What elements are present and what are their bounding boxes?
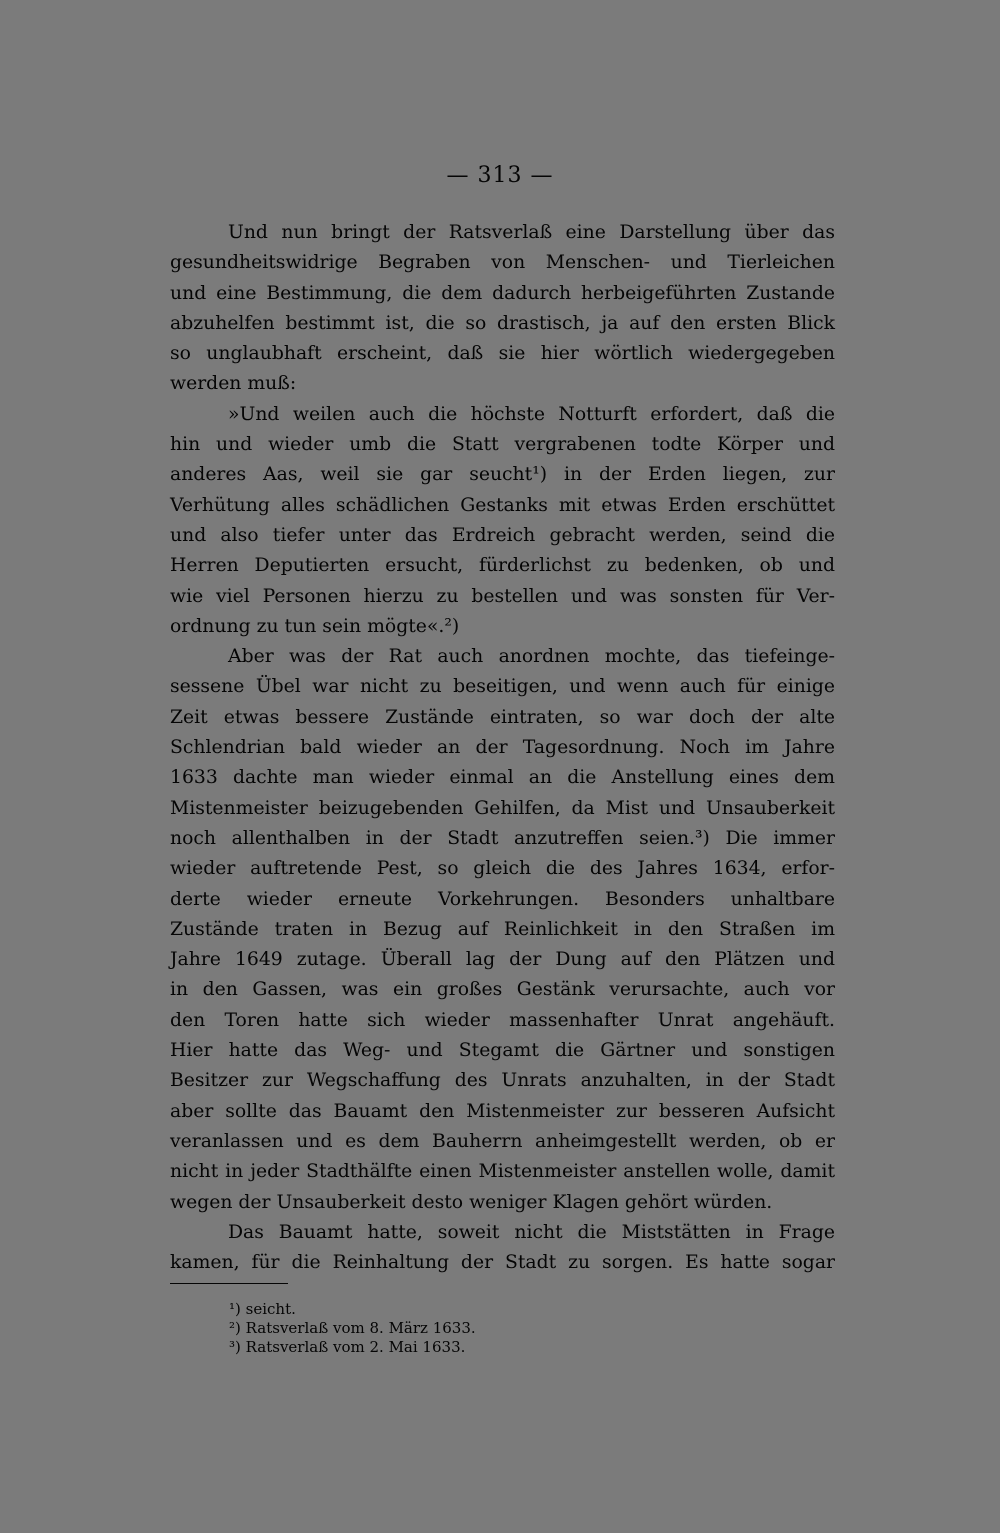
text-line: veranlassen und es dem Bauherrn anheimgestellt werden, ob er xyxy=(170,1130,835,1152)
text-line: gesundheitswidrige Begraben von Menschen- und Tierleichen xyxy=(170,252,835,274)
text-line: und eine Bestimmung, die dem dadurch herbeigeführten Zustande xyxy=(170,282,835,304)
text-line: Schlendrian bald wieder an der Tagesordnung. Noch im Jahre xyxy=(170,737,835,759)
text-line: Aber was der Rat auch anordnen mochte, das tiefeinge- xyxy=(228,646,835,668)
text-line: noch allenthalben in der Stadt anzutreffen seien.³) Die immer xyxy=(170,827,835,849)
body-text xyxy=(170,218,835,1278)
footnotes xyxy=(229,1300,476,1357)
quote-line: hin und wieder umb die Statt vergrabenen todte Körper und xyxy=(170,434,835,456)
quote-line: ordnung zu tun sein mögte«.²) xyxy=(170,615,460,637)
text-line: den Toren hatte sich wieder massenhafter Unrat angehäuft. xyxy=(170,1009,835,1031)
quote-line: und also tiefer unter das Erdreich gebracht werden, seind die xyxy=(170,524,835,546)
text-line: in den Gassen, was ein großes Gestänk verursachte, auch vor xyxy=(170,979,835,1001)
footnote: ¹) seicht. xyxy=(229,1300,296,1318)
text-line: so unglaubhaft erscheint, daß sie hier wörtlich wiedergegeben xyxy=(170,343,835,365)
text-line: Das Bauamt hatte, soweit nicht die Miststätten in Frage xyxy=(228,1221,835,1243)
quote-line: Verhütung alles schädlichen Gestanks mit etwas Erden erschüttet xyxy=(170,494,835,516)
text-line: Und nun bringt der Ratsverlaß eine Darstellung über das xyxy=(228,222,835,243)
footnote: ³) Ratsverlaß vom 2. Mai 1633. xyxy=(229,1338,466,1356)
text-line: 1633 dachte man wieder einmal an die Anstellung eines dem xyxy=(170,767,835,789)
text-line: Jahre 1649 zutage. Überall lag der Dung auf den Plätzen und xyxy=(170,949,835,971)
text-line: abzuhelfen bestimmt ist, die so drastisch, ja auf den ersten Blick xyxy=(170,312,835,334)
text-line: Zustände traten in Bezug auf Reinlichkeit in den Straßen im xyxy=(170,918,835,940)
text-line: sessene Übel war nicht zu beseitigen, und wenn auch für einige xyxy=(170,676,835,698)
text-line: wieder auftretende Pest, so gleich die des Jahres 1634, erfor- xyxy=(170,858,835,880)
quote-line: »Und weilen auch die höchste Notturft erfordert, daß die xyxy=(228,403,835,425)
text-line: Mistenmeister beizugebenden Gehilfen, da Mist und Unsauberkeit xyxy=(170,797,835,819)
text-line: kamen, für die Reinhaltung der Stadt zu sorgen. Es hatte sogar xyxy=(170,1252,835,1274)
footnote: ²) Ratsverlaß vom 8. März 1633. xyxy=(229,1319,476,1337)
text-line: derte wieder erneute Vorkehrungen. Besonders unhaltbare xyxy=(170,888,835,910)
text-line: nicht in jeder Stadthälfte einen Mistenmeister anstellen wolle, damit xyxy=(170,1161,835,1183)
text-line: Hier hatte das Weg- und Stegamt die Gärtner und sonstigen xyxy=(170,1040,835,1062)
text-line: Zeit etwas bessere Zustände eintraten, so war doch der alte xyxy=(170,706,835,728)
quote-line: Herren Deputierten ersucht, fürderlichst zu bedenken, ob und xyxy=(170,555,835,577)
text-line: wegen der Unsauberkeit desto weniger Klagen gehört würden. xyxy=(170,1191,773,1213)
quote-line: anderes Aas, weil sie gar seucht¹) in der Erden liegen, zur xyxy=(170,464,835,486)
quote-line: wie viel Personen hierzu zu bestellen und was sonsten für Ver- xyxy=(170,585,835,607)
text-line: Besitzer zur Wegschaffung des Unrats anzuhalten, in der Stadt xyxy=(170,1070,835,1092)
text-line: aber sollte das Bauamt den Mistenmeister zur besseren Aufsicht xyxy=(170,1100,835,1122)
page-number: — 313 — xyxy=(446,163,554,188)
text-line: werden muß: xyxy=(170,373,297,395)
footnote-rule xyxy=(170,1283,288,1284)
